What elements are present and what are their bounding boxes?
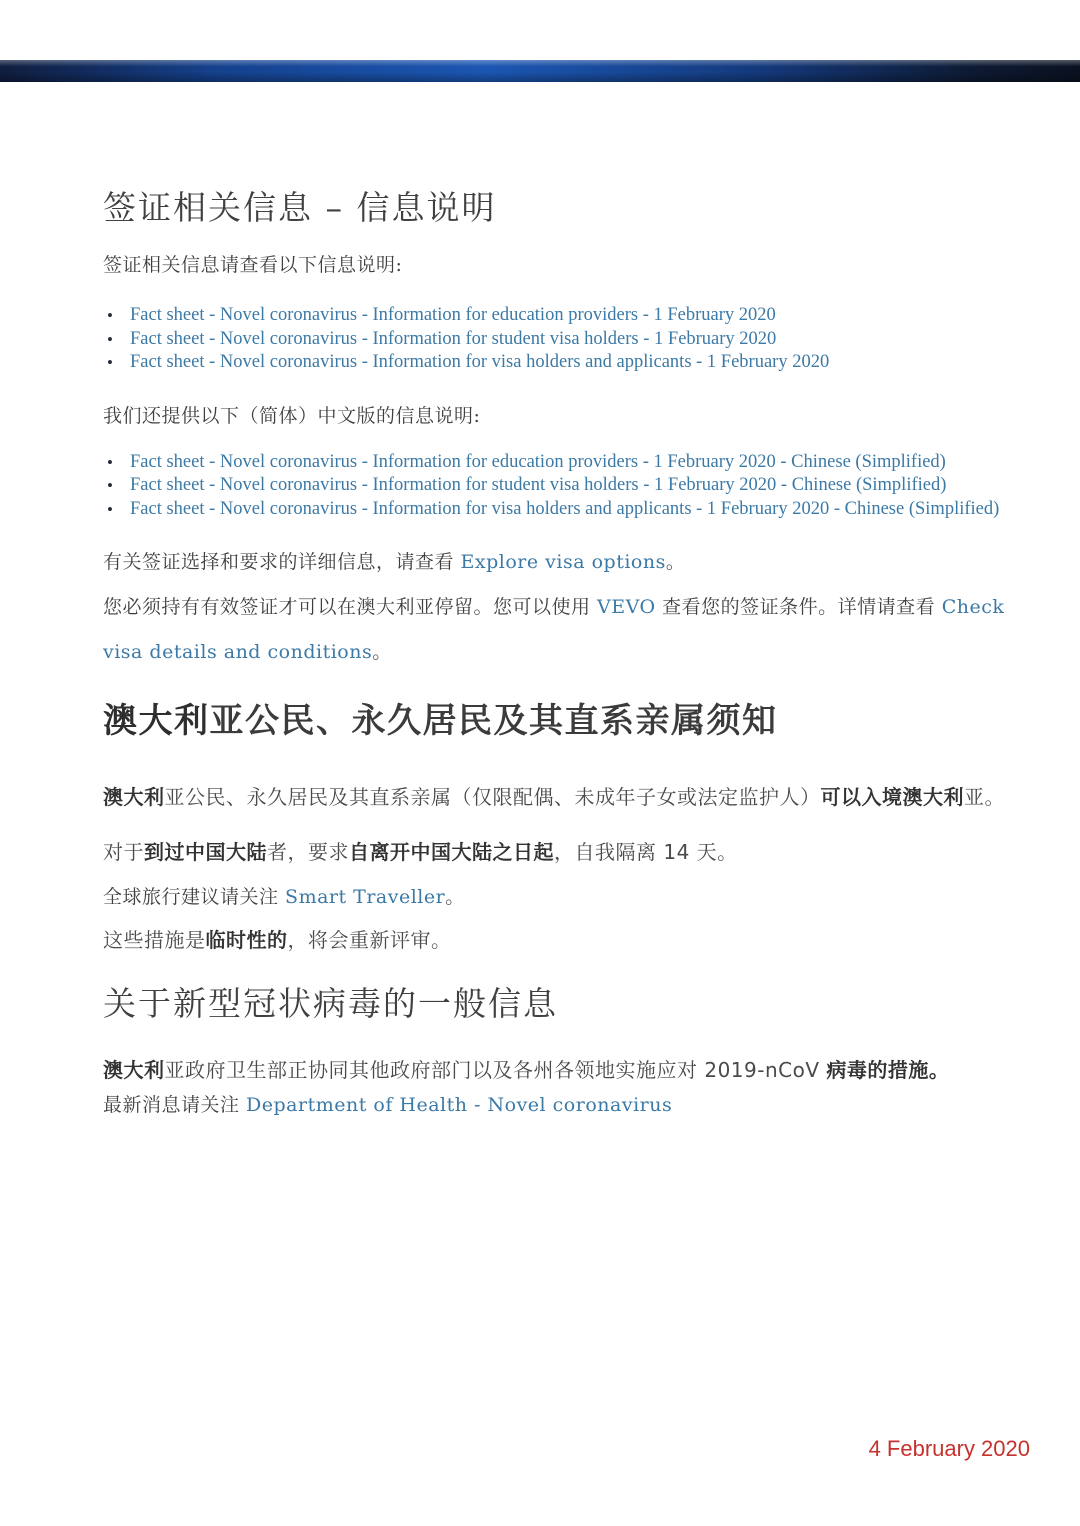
text-run: 者，要求 (267, 840, 349, 864)
text-run: 临时性的 (205, 928, 288, 952)
fact-sheet-link-visa-holders-applicants[interactable]: Fact sheet - Novel coronavirus - Information for visa holders and applicants - 1 February 2020 (130, 352, 830, 372)
text-run: 澳大利 (103, 701, 210, 741)
text-run: 查看您的签证条件。详情请查看 (655, 596, 942, 618)
text-run: 澳大利 (103, 1058, 165, 1082)
document-body (103, 82, 1030, 1118)
text-run: 。 (665, 551, 686, 573)
chinese-version-intro: 我们还提供以下（简体）中文版的信息说明: (103, 404, 481, 427)
text-run: 全球旅行建议请关注 (103, 886, 286, 908)
header-gradient-bar (0, 60, 1080, 82)
text-run: 亚公民、永久居民及其直系亲属（仅限配偶、未成年子女或法定监护人） (164, 785, 821, 809)
fact-sheet-list-english (103, 304, 1030, 375)
text-run: 。 (372, 641, 392, 663)
text-run: 有关签证选择和要求的详细信息，请查看 (103, 551, 461, 573)
explore-visa-options-link[interactable]: Explore visa options (460, 551, 666, 573)
temporary-measures-paragraph (103, 926, 1030, 954)
text-run: ，将会重新评审。 (287, 928, 452, 952)
text-run: 病毒的措施。 (826, 1058, 950, 1082)
fact-sheet-link-education-providers[interactable]: Fact sheet - Novel coronavirus - Information for education providers - 1 February 2020 (130, 305, 776, 325)
text-run: 。 (445, 886, 465, 908)
page-title: 签证相关信息 – 信息说明 (103, 188, 497, 227)
latest-news-paragraph (103, 1092, 1030, 1118)
smart-traveller-link[interactable]: Smart Traveller (285, 886, 446, 908)
citizens-entry-paragraph (103, 775, 1030, 820)
health-department-measures-paragraph (103, 1056, 1030, 1084)
fact-sheet-link-student-visa-holders[interactable]: Fact sheet - Novel coronavirus - Information for student visa holders - 1 February 2020 (130, 328, 777, 349)
text-run: 亚政府卫生部正协同其他政府部门以及各州各领地实施应对 2019-nCoV (164, 1058, 827, 1082)
department-of-health-link[interactable]: Department of Health - Novel coronavirus (246, 1094, 673, 1116)
list-item (103, 351, 1030, 375)
list-item (103, 474, 1030, 498)
text-run: 您必须持有有效签证才可以在澳大利亚停留。您可以使用 (103, 596, 598, 618)
text-run: 澳大利 (103, 785, 165, 809)
fact-sheet-link-visa-holders-applicants-cn[interactable]: Fact sheet - Novel coronavirus - Information for visa holders and applicants - 1 February 2020 - Chinese (Simplified) (130, 498, 1000, 519)
list-item (103, 498, 1030, 522)
fact-sheet-link-education-providers-cn[interactable]: Fact sheet - Novel coronavirus - Information for education providers - 1 February 2020 - Chinese (Simplified) (130, 451, 946, 472)
text-run: 可以入境澳大利 (820, 785, 964, 809)
list-item (103, 451, 1030, 475)
explore-visa-paragraph (103, 549, 1030, 575)
text-run: 对于 (103, 840, 144, 864)
text-run: 最新消息请关注 (103, 1094, 247, 1116)
smart-traveller-paragraph (103, 884, 1030, 910)
list-item (103, 304, 1030, 328)
check-visa-details-link[interactable]: Check visa details and conditions (103, 596, 1005, 663)
vevo-paragraph (103, 585, 1030, 675)
intro-paragraph: 签证相关信息请查看以下信息说明: (103, 254, 403, 276)
text-run: 自离开中国大陆之日起 (349, 840, 554, 864)
section-title-citizens (103, 697, 1030, 745)
text-run: ，自我隔离 14 天。 (554, 840, 738, 864)
fact-sheet-list-chinese (103, 451, 1030, 522)
text-run: 亚公民、永久居民及其直系亲属须知 (209, 701, 778, 741)
document-date: 4 February 2020 (868, 1436, 1030, 1461)
self-isolation-paragraph (103, 838, 1030, 866)
text-run: 这些措施是 (103, 928, 206, 952)
text-run: 到过中国大陆 (144, 840, 267, 864)
text-run: 亚。 (964, 785, 1005, 809)
section-title-general-info: 关于新型冠状病毒的一般信息 (103, 984, 558, 1023)
fact-sheet-link-student-visa-holders-cn[interactable]: Fact sheet - Novel coronavirus - Information for student visa holders - 1 February 2020 - Chinese (Simplified) (130, 475, 947, 495)
vevo-link[interactable]: VEVO (597, 596, 656, 618)
list-item (103, 328, 1030, 352)
